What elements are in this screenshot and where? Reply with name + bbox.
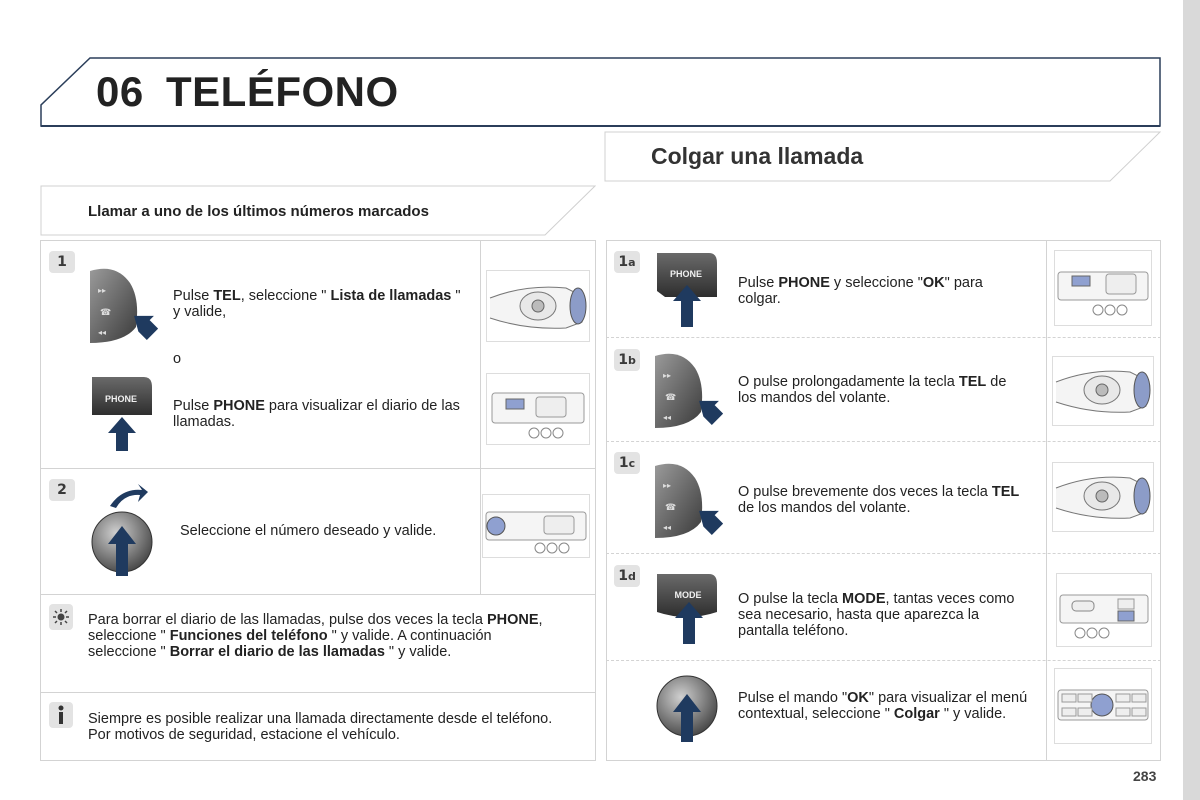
subsection-title: Llamar a uno de los últimos números marcados [88, 203, 429, 220]
step-badge-1c: 1 c [614, 452, 640, 474]
svg-text:☎: ☎ [665, 503, 677, 513]
step1a-instruction: Pulse PHONE y seleccione "OK" para colgar. [738, 275, 983, 307]
or-text: o [173, 351, 182, 367]
divider [1046, 240, 1047, 761]
page-number: 283 [1133, 768, 1157, 784]
svg-text:PHONE: PHONE [104, 394, 138, 404]
divider [480, 240, 481, 594]
svg-text:▸▸: ▸▸ [663, 481, 672, 490]
svg-text:◂◂: ◂◂ [663, 413, 672, 422]
chapter-title: TELÉFONO [166, 68, 399, 115]
tip-icon [49, 604, 73, 630]
step1-instruction-b: Pulse PHONE para visualizar el diario de las llamadas. [173, 398, 460, 430]
divider [40, 692, 596, 693]
divider [606, 660, 1161, 661]
steering-stalk-icon [651, 460, 723, 540]
svg-text:☎: ☎ [100, 308, 112, 318]
step-badge-1d: 1 d [614, 565, 640, 587]
step2-instruction: Seleccione el número deseado y valide. [180, 523, 437, 539]
divider [606, 337, 1161, 338]
step-badge-1a: 1 a [614, 251, 640, 273]
divider [606, 553, 1161, 554]
steering-wheel-control-thumbnail [486, 270, 590, 342]
steering-wheel-control-thumbnail [1052, 462, 1154, 532]
svg-text:◂◂: ◂◂ [663, 523, 672, 532]
svg-text:▸▸: ▸▸ [98, 286, 107, 295]
step1-instruction-a: Pulse TEL, seleccione " Lista de llamadas " y valide, [173, 288, 461, 320]
chapter-number: 06 [96, 68, 144, 115]
radio-phone-key-thumbnail [1054, 250, 1152, 326]
step1b-instruction: O pulse prolongadamente la tecla TEL de los mandos del volante. [738, 374, 1007, 406]
phone-key-icon [90, 375, 154, 453]
radio-knob-thumbnail [1054, 668, 1152, 744]
steering-stalk-icon [651, 350, 723, 430]
section-title: Colgar una llamada [651, 143, 864, 169]
page-edge-strip [1183, 0, 1200, 800]
step1d-instruction: O pulse la tecla MODE, tantas veces como sea necesario, hasta que aparezca la pantalla teléfono. [738, 591, 1015, 639]
step1e-instruction: Pulse el mando "OK" para visualizar el menú contextual, seleccione " Colgar " y valide. [738, 690, 1028, 722]
divider [606, 441, 1161, 442]
divider [40, 468, 596, 469]
radio-mode-key-thumbnail [1056, 573, 1152, 647]
steering-stalk-icon [86, 265, 158, 345]
svg-text:◂◂: ◂◂ [98, 328, 107, 337]
step-badge-1b: 1 b [614, 349, 640, 371]
svg-text:☎: ☎ [665, 393, 677, 403]
step-badge: 2 [49, 479, 75, 501]
radio-panel-thumbnail [486, 373, 590, 445]
steering-wheel-control-thumbnail [1052, 356, 1154, 426]
svg-text:PHONE: PHONE [669, 269, 703, 279]
svg-text:▸▸: ▸▸ [663, 371, 672, 380]
info-icon [49, 702, 73, 728]
rotary-knob-icon [655, 672, 719, 744]
svg-text:MODE: MODE [674, 590, 702, 600]
radio-knob-thumbnail [482, 494, 590, 558]
phone-key-icon [655, 251, 719, 329]
info-text: Siempre es posible realizar una llamada directamente desde el teléfono. Por motivos de seguridad, estacione el vehículo. [88, 711, 553, 743]
step-badge: 1 [49, 251, 75, 273]
tip-text: Para borrar el diario de las llamadas, pulse dos veces la tecla PHONE, seleccione " Funciones del teléfono " y valide. A continuación seleccione " Borrar el diario de las llamadas " y valide. [88, 612, 543, 660]
step1c-instruction: O pulse brevemente dos veces la tecla TEL de los mandos del volante. [738, 484, 1020, 516]
rotary-knob-icon [88, 482, 158, 578]
divider [40, 594, 596, 595]
mode-key-icon [655, 572, 719, 646]
